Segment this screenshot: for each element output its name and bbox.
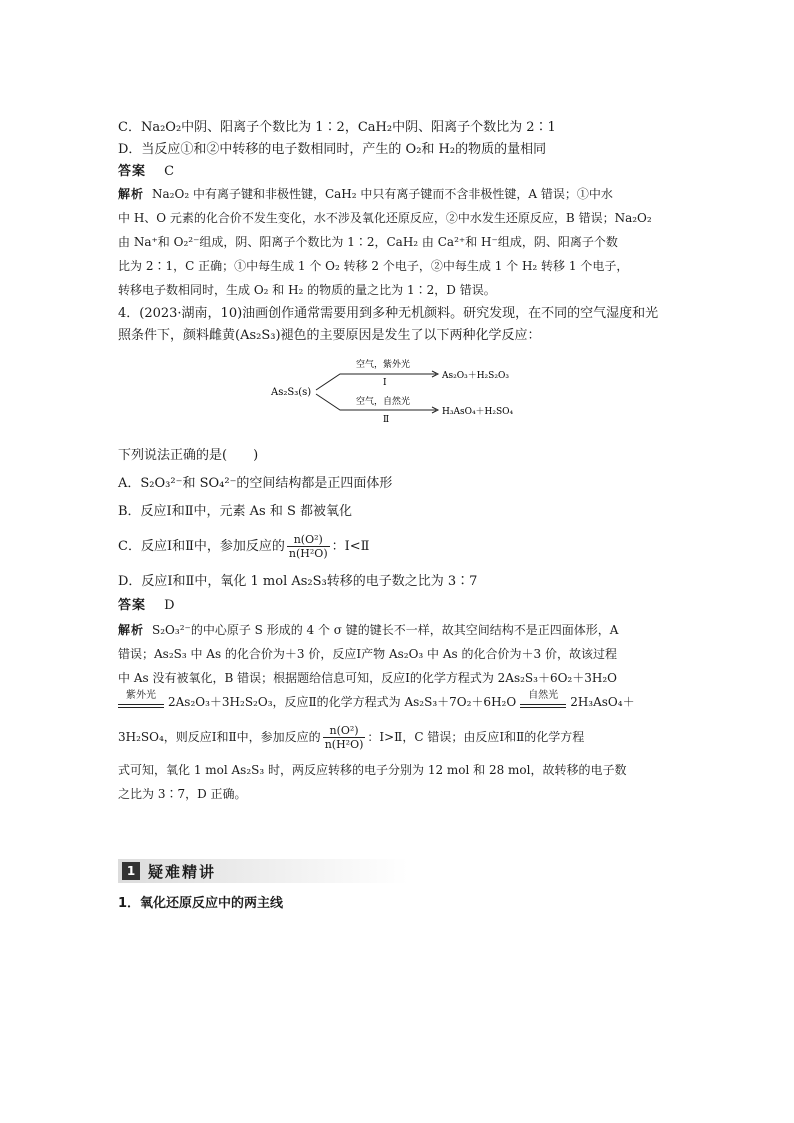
q4-analysis-line-3: 中 As 没有被氧化，B 错误；根据题给信息可知，反应Ⅰ的化学方程式为 2As₂S₃＋6O₂＋3H₂O	[118, 671, 617, 685]
analysis-label: 解析	[118, 187, 145, 201]
q4-analysis-line-7: 之比为 3∶7，D 正确。	[118, 787, 247, 801]
q3-option-c: C．Na₂O₂中阴、阳离子个数比为 1∶2，CaH₂中阴、阳离子个数比为 2∶1	[118, 120, 556, 135]
subsection-title: 1．氧化还原反应中的两主线	[118, 896, 284, 911]
diagram-r1-products: As₂O₃＋H₂S₂O₃	[442, 371, 509, 381]
diagram-reactant: As₂S₃(s)	[271, 387, 312, 398]
q4-answer	[118, 596, 175, 616]
reaction-diagram	[268, 352, 548, 432]
q4-option-c: C．反应Ⅰ和Ⅱ中，参加反应的 $\frac{\text{n(O²)}}{\text{n(H²O)}}$ ：Ⅰ<Ⅱ	[118, 533, 370, 560]
diagram-r1-number: Ⅰ	[383, 378, 387, 388]
answer-value: C	[164, 164, 175, 179]
analysis-label: 解析	[118, 623, 145, 637]
equation-arrow-uv: 紫外光	[118, 693, 164, 713]
section-title: 疑难精讲	[148, 862, 217, 881]
q4-analysis-line-4: 紫外光 2As₂O₃＋3H₂S₂O₃，反应Ⅱ的化学方程式为 As₂S₃＋7O₂＋6H₂O 自然光 2H₃AsO₄＋	[118, 692, 635, 713]
q4-option-d: D．反应Ⅰ和Ⅱ中，氧化 1 mol As₂S₃转移的电子数之比为 3∶7	[118, 574, 478, 589]
equation-arrow-natural: 自然光	[520, 693, 566, 713]
q3-analysis-line-5: 转移电子数相同时，生成 O₂ 和 H₂ 的物质的量之比为 1∶2，D 错误。	[118, 283, 496, 297]
q3-analysis-line-4: 比为 2∶1，C 正确；①中每生成 1 个 O₂ 转移 2 个电子，②中每生成 1 个 H₂ 转移 1 个电子，	[118, 259, 629, 273]
q4-option-a: A．S₂O₃²⁻和 SO₄²⁻的空间结构都是正四面体形	[118, 476, 393, 491]
answer-label: 答案	[118, 598, 147, 613]
q4-analysis-line-5: 3H₂SO₄，则反应Ⅰ和Ⅱ中，参加反应的 $\frac{\text{n(O²)}}{\text{n(H²O)}}$ ：Ⅰ>Ⅱ，C 错误；由反应Ⅰ和Ⅱ的化学方程	[118, 724, 585, 751]
section-number-icon: 1	[122, 862, 140, 880]
ratio-fraction: $\frac{\text{n(O²)}}{\text{n(H²O)}}$	[288, 533, 328, 560]
q3-answer	[118, 162, 174, 182]
q4-question: 下列说法正确的是( )	[118, 448, 259, 463]
q3-option-d: D．当反应①和②中转移的电子数相同时，产生的 O₂和 H₂的物质的量相同	[118, 142, 547, 157]
diagram-r2-products: H₃AsO₄＋H₂SO₄	[442, 407, 514, 417]
ratio-fraction: $\frac{\text{n(O²)}}{\text{n(H²O)}}$	[324, 724, 364, 751]
diagram-r2-number: Ⅱ	[383, 415, 390, 425]
q3-analysis-line-3: 由 Na⁺和 O₂²⁻组成，阴、阳离子个数比为 1∶2，CaH₂ 由 Ca²⁺和 H⁻组成，阴、阳离子个数	[118, 235, 618, 249]
q4-option-b: B．反应Ⅰ和Ⅱ中，元素 As 和 S 都被氧化	[118, 504, 353, 519]
diagram-r1-condition: 空气，紫外光	[356, 360, 411, 370]
answer-value: D	[164, 598, 175, 613]
q4-stem-line-1: 4．(2023·湖南，10)油画创作通常需要用到多种无机颜料。研究发现，在不同的空气湿度和光	[118, 306, 659, 321]
q4-stem-line-2: 照条件下，颜料雌黄(As₂S₃)褪色的主要原因是发生了以下两种化学反应：	[118, 328, 541, 343]
section-header	[118, 859, 408, 883]
diagram-r2-condition: 空气，自然光	[356, 397, 411, 407]
q4-analysis-line-1: 解析 S₂O₃²⁻的中心原子 S 形成的 4 个 σ 键的键长不一样，故其空间结构不是正四面体形，A	[118, 623, 619, 637]
q3-analysis-line-2: 中 H、O 元素的化合价不发生变化，水不涉及氧化还原反应，②中水发生还原反应，B 错误；Na₂O₂	[118, 211, 652, 225]
q3-analysis-line-1: 解析 Na₂O₂ 中有离子键和非极性键，CaH₂ 中只有离子键而不含非极性键，A 错误；①中水	[118, 187, 613, 201]
q4-analysis-line-6: 式可知，氧化 1 mol As₂S₃ 时，两反应转移的电子分别为 12 mol 和 28 mol，故转移的电子数	[118, 763, 627, 777]
q4-analysis-line-2: 错误；As₂S₃ 中 As 的化合价为＋3 价，反应Ⅰ产物 As₂O₃ 中 As 的化合价为＋3 价，故该过程	[118, 647, 617, 661]
answer-label: 答案	[118, 164, 147, 179]
diagram-branch-1	[316, 374, 436, 390]
